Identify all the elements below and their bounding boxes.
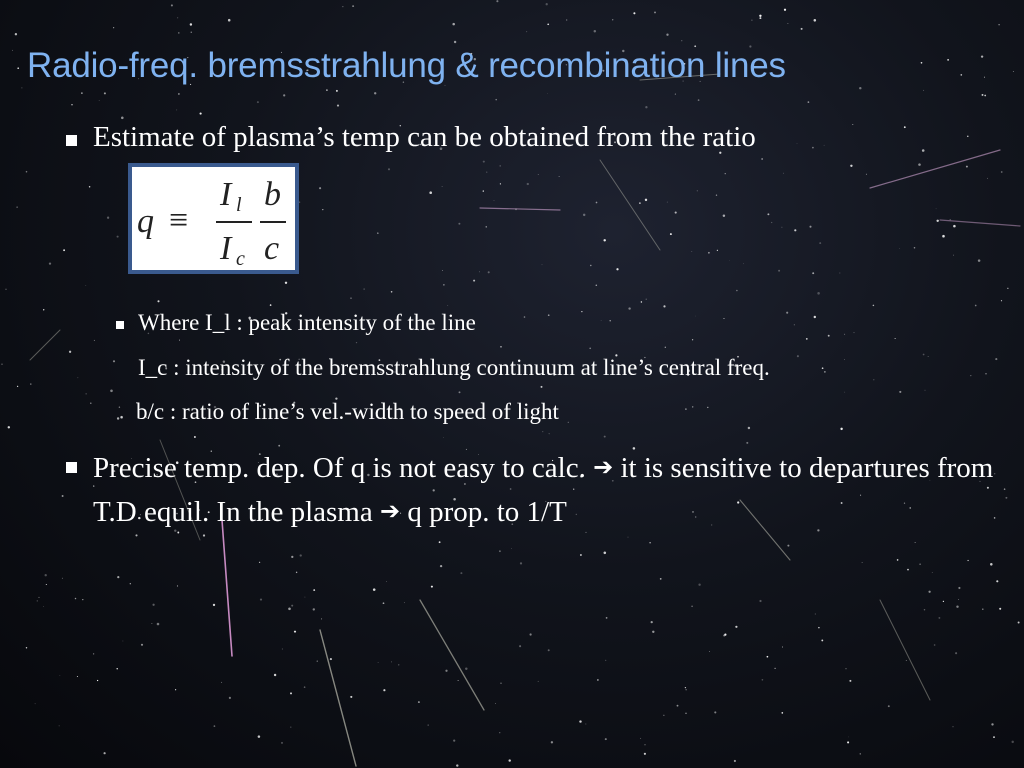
sub-item-where: [138, 310, 476, 336]
bullet-precise-temp: [93, 446, 1013, 534]
bullet-square-icon: [116, 321, 124, 329]
formula-num2: b: [264, 176, 281, 213]
sub-item-ic: I_c : intensity of the bremsstrahlung continuum at line’s central freq.: [138, 355, 770, 380]
formula-num1-sub: l: [236, 194, 242, 216]
right-arrow-icon: ➔: [593, 453, 614, 481]
formula-den1: I: [220, 230, 232, 267]
bullet-square-icon: [66, 462, 77, 473]
bullet-estimate: [93, 121, 756, 154]
bullet-precise-part2: it is sensitive to departures from T.D equil. In the plasma: [93, 452, 994, 528]
formula-den1-sub: c: [236, 248, 245, 270]
formula-equiv: ≡: [169, 202, 189, 239]
bullet-estimate-text: Estimate of plasma’s temp can be obtained from the ratio: [93, 121, 756, 153]
formula-den2: c: [264, 230, 280, 267]
bullet-precise-part3: q prop. to 1/T: [407, 496, 567, 528]
sub-item-text: Where I_l : peak intensity of the line: [138, 310, 476, 335]
formula-num1: I: [220, 176, 232, 213]
slide-title: Radio-freq. bremsstrahlung & recombination lines: [27, 46, 786, 85]
bullet-precise-part1: Precise temp. dep. Of q is not easy to calc.: [93, 452, 586, 484]
formula-image: [128, 163, 299, 274]
sub-item-bc: b/c : ratio of line’s vel.-width to speed of light: [136, 399, 559, 424]
ratio-formula: [132, 167, 295, 270]
right-arrow-icon: ➔: [379, 497, 401, 525]
formula-lhs: q: [137, 203, 154, 240]
bullet-square-icon: [66, 135, 77, 146]
